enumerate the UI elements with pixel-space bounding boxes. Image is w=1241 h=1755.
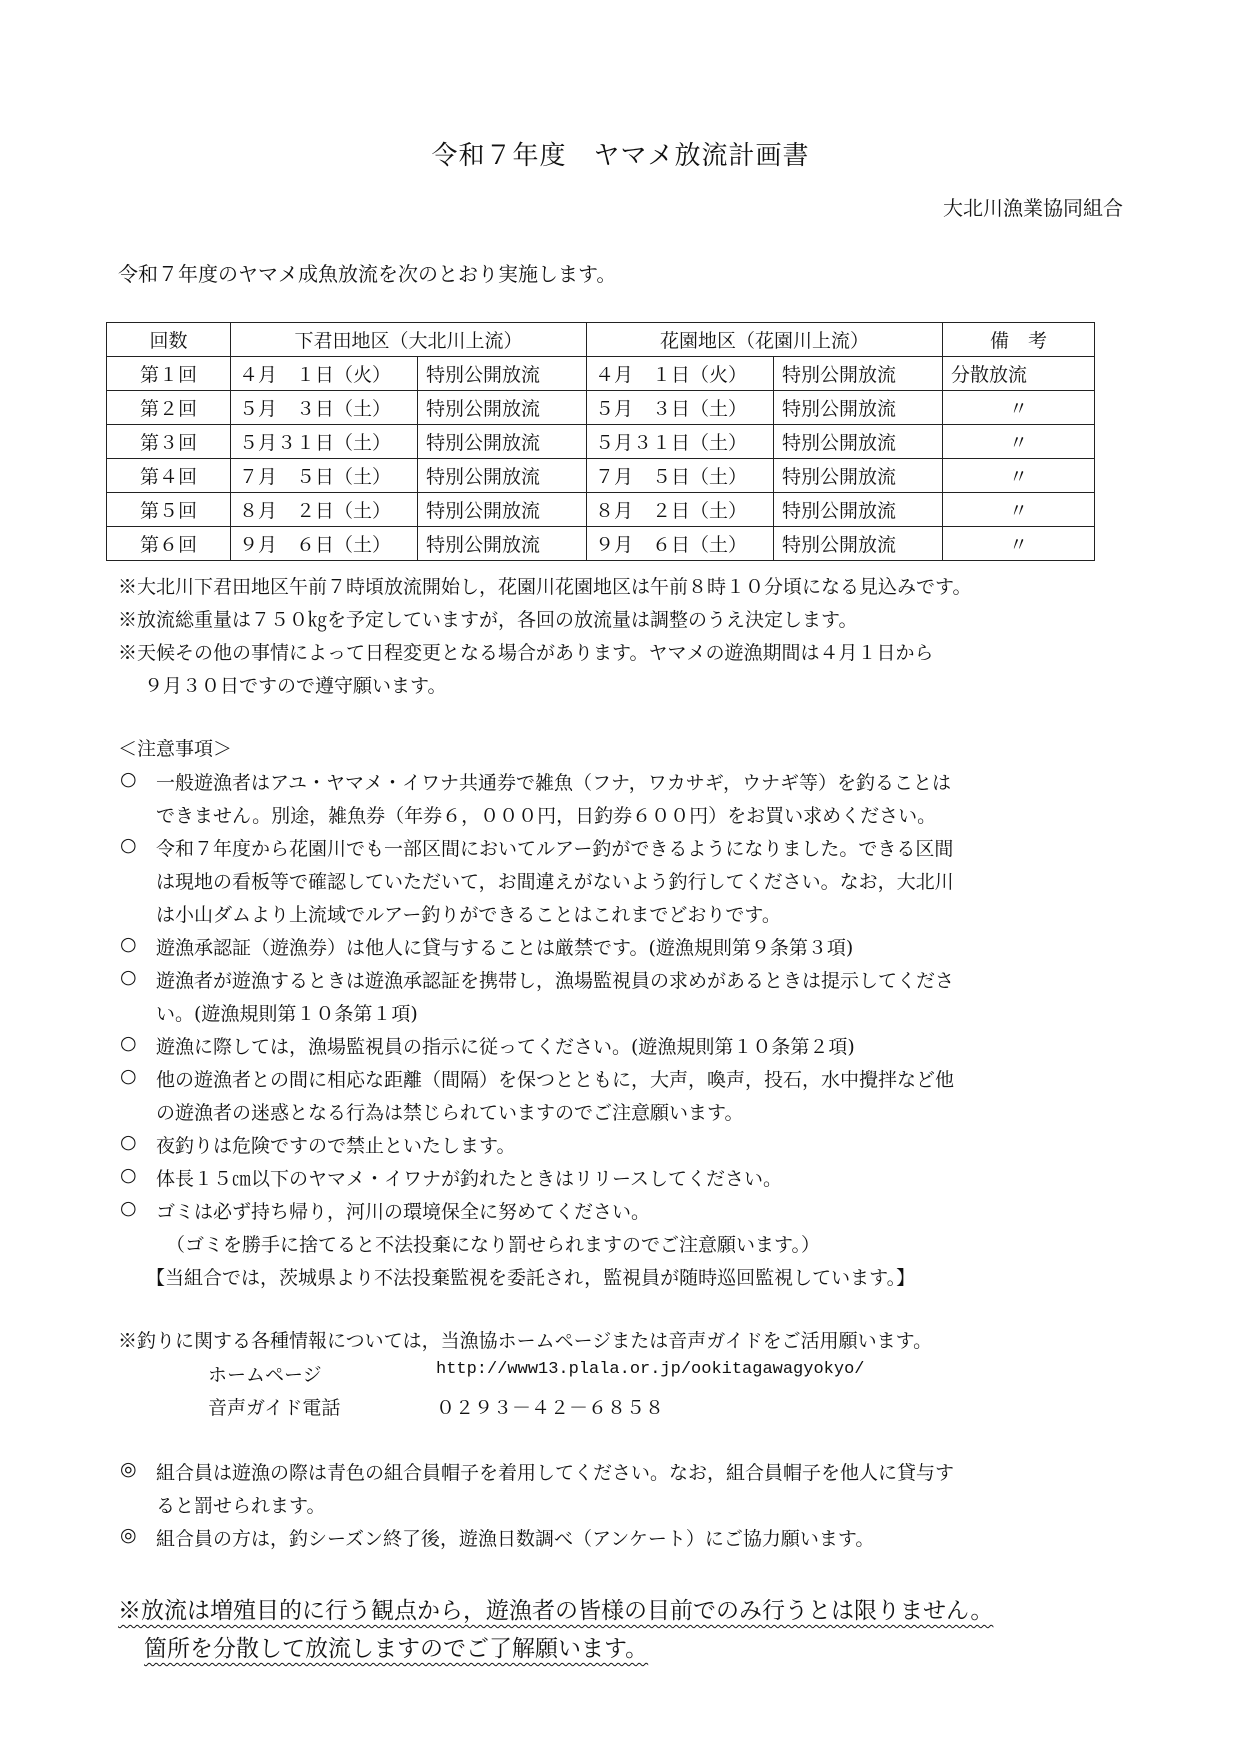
date-shimokimita: ９月 ６日（土） <box>231 527 418 561</box>
table-row <box>107 425 1095 459</box>
remark-schedule-change: ※天候その他の事情によって日程変更となる場合があります。ヤマメの遊漁期間は４月１日から <box>118 642 934 664</box>
member-note-line: 組合員の方は，釣シーズン終了後，遊漁日数調べ（アンケート）にご協力願います。 <box>156 1528 875 1550</box>
type-hanazono: 特別公開放流 <box>774 493 943 527</box>
date-hanazono: ８月 ２日（土） <box>587 493 774 527</box>
bullet-double-circle-icon: ◎ <box>120 1524 137 1546</box>
monitor-note: 【当組合では，茨城県より不法投棄監視を委託され，監視員が随時巡回監視しています。】 <box>146 1267 916 1289</box>
caution-line: 遊漁に際しては，漁場監視員の指示に従ってください。(遊漁規則第１０条第２項) <box>156 1036 855 1058</box>
type-hanazono: 特別公開放流 <box>774 527 943 561</box>
caution-line: 体長１５㎝以下のヤマメ・イワナが釣れたときはリリースしてください。 <box>156 1168 783 1190</box>
caution-line: 夜釣りは危険ですので禁止といたします。 <box>156 1135 516 1157</box>
document-title: 令和７年度 ヤマメ放流計画書 <box>431 141 810 171</box>
date-shimokimita: ７月 ５日（土） <box>231 459 418 493</box>
row-number: 第５回 <box>107 493 231 527</box>
caution-line: 遊漁者が遊漁するときは遊漁承認証を携帯し，漁場監視員の求めがあるときは提示してくださ <box>156 970 955 992</box>
bullet-circle-icon: ○ <box>120 1131 137 1153</box>
row-number: 第６回 <box>107 527 231 561</box>
cautions-heading: ＜注意事項＞ <box>118 738 233 760</box>
row-note: 〃 <box>943 425 1095 459</box>
homepage-link[interactable]: http://www13.plala.or.jp/ookitagawagyokyo/ <box>436 1360 865 1379</box>
phone-label: 音声ガイド電話 <box>208 1397 341 1419</box>
row-note: 〃 <box>943 391 1095 425</box>
bullet-circle-icon: ○ <box>120 1065 137 1087</box>
row-note: 〃 <box>943 493 1095 527</box>
date-hanazono: ７月 ５日（土） <box>587 459 774 493</box>
header-hanazono: 花園地区（花園川上流） <box>587 323 943 357</box>
release-schedule-table <box>106 322 1095 561</box>
date-shimokimita: ５月３１日（土） <box>231 425 418 459</box>
table-row <box>107 391 1095 425</box>
bullet-circle-icon: ○ <box>120 1032 137 1054</box>
phone-number: ０２９３－４２－６８５８ <box>436 1397 665 1419</box>
row-note: 分散放流 <box>943 357 1095 391</box>
bullet-circle-icon: ○ <box>120 1164 137 1186</box>
bullet-circle-icon: ○ <box>120 768 137 790</box>
date-hanazono: ５月３１日（土） <box>587 425 774 459</box>
caution-line: 他の遊漁者との間に相応な距離（間隔）を保つとともに，大声，喚声，投石，水中攪拌など他 <box>156 1069 955 1091</box>
caution-line: い。(遊漁規則第１０条第１項) <box>156 1003 418 1025</box>
type-hanazono: 特別公開放流 <box>774 357 943 391</box>
bullet-circle-icon: ○ <box>120 966 137 988</box>
row-note: 〃 <box>943 527 1095 561</box>
intro-text: 令和７年度のヤマメ成魚放流を次のとおり実施します。 <box>118 262 617 286</box>
table-header-row <box>107 323 1095 357</box>
header-notes: 備 考 <box>943 323 1095 357</box>
table-row <box>107 459 1095 493</box>
remark-fishing-period: ９月３０日ですので遵守願います。 <box>144 675 447 697</box>
type-hanazono: 特別公開放流 <box>774 391 943 425</box>
caution-line: 遊漁承認証（遊漁券）は他人に貸与することは厳禁です。(遊漁規則第９条第３項) <box>156 937 854 959</box>
type-shimokimita: 特別公開放流 <box>418 425 587 459</box>
type-shimokimita: 特別公開放流 <box>418 459 587 493</box>
row-number: 第２回 <box>107 391 231 425</box>
date-hanazono: ４月 １日（火） <box>587 357 774 391</box>
caution-line: 一般遊漁者はアユ・ヤマメ・イワナ共通券で雑魚（フナ，ワカサギ，ウナギ等）を釣ることは <box>156 772 951 794</box>
garbage-note: （ゴミを勝手に捨てると不法投棄になり罰せられますのでご注意願います。） <box>166 1234 820 1256</box>
type-shimokimita: 特別公開放流 <box>418 493 587 527</box>
type-hanazono: 特別公開放流 <box>774 459 943 493</box>
row-number: 第１回 <box>107 357 231 391</box>
date-hanazono: ５月 ３日（土） <box>587 391 774 425</box>
date-shimokimita: ５月 ３日（土） <box>231 391 418 425</box>
date-hanazono: ９月 ６日（土） <box>587 527 774 561</box>
row-number: 第３回 <box>107 425 231 459</box>
info-lead: ※釣りに関する各種情報については，当漁協ホームページまたは音声ガイドをご活用願います。 <box>118 1330 933 1352</box>
member-note-line: ると罰せられます。 <box>156 1495 326 1517</box>
remark-total-weight: ※放流総重量は７５０㎏を予定していますが，各回の放流量は調整のうえ決定します。 <box>118 609 858 631</box>
organization-name: 大北川漁業協同組合 <box>943 196 1123 220</box>
row-number: 第４回 <box>107 459 231 493</box>
caution-line: の遊漁者の迷惑となる行為は禁じられていますのでご注意願います。 <box>156 1102 744 1124</box>
caution-line: ゴミは必ず持ち帰り，河川の環境保全に努めてください。 <box>156 1201 651 1223</box>
header-shimokimita: 下君田地区（大北川上流） <box>231 323 587 357</box>
row-note: 〃 <box>943 459 1095 493</box>
bullet-circle-icon: ○ <box>120 834 137 856</box>
type-shimokimita: 特別公開放流 <box>418 527 587 561</box>
date-shimokimita: ４月 １日（火） <box>231 357 418 391</box>
member-note-line: 組合員は遊漁の際は青色の組合員帽子を着用してください。なお，組合員帽子を他人に貸与す <box>156 1462 955 1484</box>
table-row <box>107 527 1095 561</box>
type-shimokimita: 特別公開放流 <box>418 391 587 425</box>
caution-line: は現地の看板等で確認していただいて，お間違えがないよう釣行してください。なお，大北川 <box>156 871 954 893</box>
type-shimokimita: 特別公開放流 <box>418 357 587 391</box>
caution-line: は小山ダムより上流域でルアー釣りができることはこれまでどおりです。 <box>156 904 781 926</box>
date-shimokimita: ８月 ２日（土） <box>231 493 418 527</box>
final-note-line: 箇所を分散して放流しますのでご了解願います。 <box>144 1636 649 1662</box>
header-count: 回数 <box>107 323 231 357</box>
caution-line: 令和７年度から花園川でも一部区間においてルアー釣ができるようになりました。できる区間 <box>156 838 954 860</box>
type-hanazono: 特別公開放流 <box>774 425 943 459</box>
bullet-circle-icon: ○ <box>120 933 137 955</box>
caution-line: できません。別途，雑魚券（年券６，０００円，日釣券６００円）をお買い求めください。 <box>156 805 937 827</box>
bullet-double-circle-icon: ◎ <box>120 1458 137 1480</box>
homepage-label: ホームページ <box>208 1364 322 1386</box>
bullet-circle-icon: ○ <box>120 1197 137 1219</box>
table-row <box>107 357 1095 391</box>
remark-start-time: ※大北川下君田地区午前７時頃放流開始し，花園川花園地区は午前８時１０分頃になる見込みです。 <box>118 576 972 598</box>
table-row <box>107 493 1095 527</box>
final-note-line: ※放流は増殖目的に行う観点から，遊漁者の皆様の目前でのみ行うとは限りません。 <box>118 1598 994 1624</box>
